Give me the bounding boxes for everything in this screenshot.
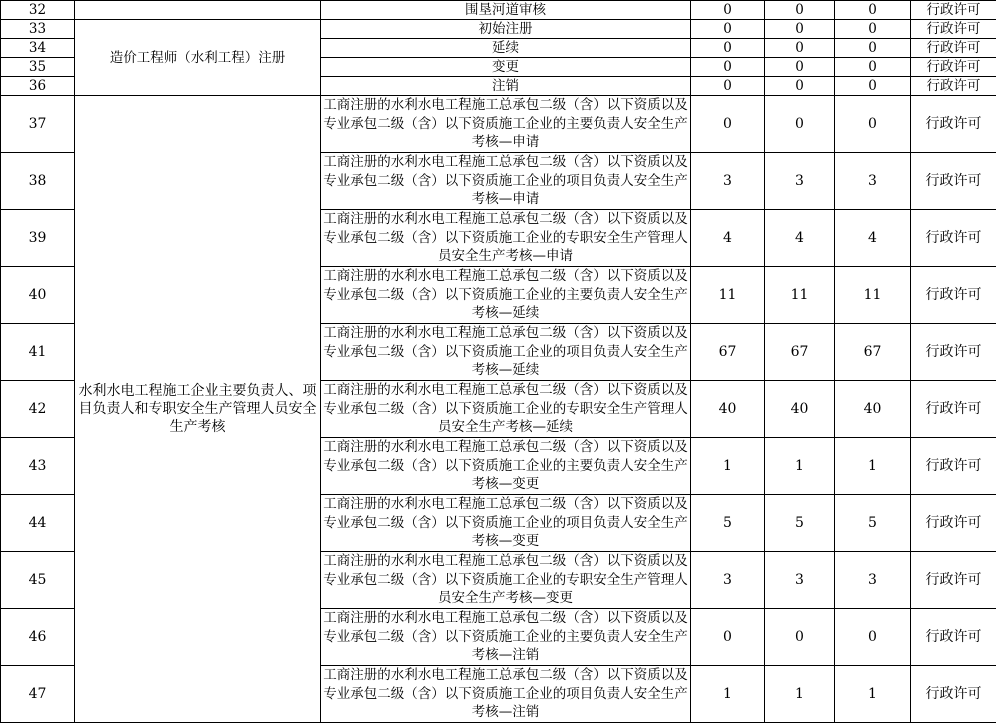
count-b: 0 [765,20,835,39]
count-a: 0 [691,1,765,20]
item-name: 工商注册的水利水电工程施工总承包二级（含）以下资质以及专业承包二级（含）以下资质施工企业的专职安全生产管理人员安全生产考核—延续 [321,381,691,438]
count-b: 4 [765,210,835,267]
count-c: 0 [835,20,911,39]
item-name: 围垦河道审核 [321,1,691,20]
item-type: 行政许可 [911,153,996,210]
count-b: 1 [765,666,835,723]
row-number: 40 [1,267,75,324]
count-b: 40 [765,381,835,438]
item-name: 初始注册 [321,20,691,39]
item-name: 工商注册的水利水电工程施工总承包二级（含）以下资质以及专业承包二级（含）以下资质施工企业的主要负责人安全生产考核—注销 [321,609,691,666]
row-number: 45 [1,552,75,609]
item-name: 工商注册的水利水电工程施工总承包二级（含）以下资质以及专业承包二级（含）以下资质施工企业的项目负责人安全生产考核—变更 [321,495,691,552]
table-row [1,96,996,153]
group-cell-prev [75,1,321,20]
item-name: 工商注册的水利水电工程施工总承包二级（含）以下资质以及专业承包二级（含）以下资质施工企业的主要负责人安全生产考核—申请 [321,96,691,153]
row-number: 37 [1,96,75,153]
item-name: 注销 [321,77,691,96]
count-a: 0 [691,39,765,58]
group-name: 水利水电工程施工企业主要负责人、项目负责人和专职安全生产管理人员安全生产考核 [75,96,321,723]
row-number: 38 [1,153,75,210]
item-type: 行政许可 [911,609,996,666]
count-c: 1 [835,666,911,723]
row-number: 34 [1,39,75,58]
count-a: 0 [691,96,765,153]
count-a: 11 [691,267,765,324]
group-name: 造价工程师（水利工程）注册 [75,20,321,96]
count-c: 5 [835,495,911,552]
item-type: 行政许可 [911,96,996,153]
count-a: 0 [691,77,765,96]
count-a: 0 [691,609,765,666]
count-c: 0 [835,96,911,153]
count-c: 0 [835,609,911,666]
item-type: 行政许可 [911,381,996,438]
count-c: 0 [835,77,911,96]
count-c: 3 [835,552,911,609]
count-a: 0 [691,58,765,77]
row-number: 42 [1,381,75,438]
count-c: 0 [835,39,911,58]
item-type: 行政许可 [911,267,996,324]
row-number: 44 [1,495,75,552]
item-name: 工商注册的水利水电工程施工总承包二级（含）以下资质以及专业承包二级（含）以下资质施工企业的专职安全生产管理人员安全生产考核—申请 [321,210,691,267]
count-c: 67 [835,324,911,381]
row-number: 32 [1,1,75,20]
row-number: 41 [1,324,75,381]
item-name: 延续 [321,39,691,58]
item-type: 行政许可 [911,438,996,495]
count-b: 3 [765,153,835,210]
item-name: 工商注册的水利水电工程施工总承包二级（含）以下资质以及专业承包二级（含）以下资质施工企业的主要负责人安全生产考核—延续 [321,267,691,324]
item-type: 行政许可 [911,666,996,723]
count-b: 5 [765,495,835,552]
table-row [1,20,996,39]
count-b: 0 [765,96,835,153]
count-b: 0 [765,609,835,666]
row-number: 46 [1,609,75,666]
row-number: 47 [1,666,75,723]
count-b: 67 [765,324,835,381]
table-row [1,1,996,20]
item-type: 行政许可 [911,552,996,609]
count-a: 1 [691,438,765,495]
count-b: 1 [765,438,835,495]
count-c: 0 [835,58,911,77]
count-a: 3 [691,552,765,609]
count-a: 1 [691,666,765,723]
count-b: 3 [765,552,835,609]
count-c: 11 [835,267,911,324]
count-a: 5 [691,495,765,552]
count-b: 11 [765,267,835,324]
count-a: 40 [691,381,765,438]
item-name: 工商注册的水利水电工程施工总承包二级（含）以下资质以及专业承包二级（含）以下资质施工企业的项目负责人安全生产考核—注销 [321,666,691,723]
item-type: 行政许可 [911,324,996,381]
item-type: 行政许可 [911,1,996,20]
row-number: 36 [1,77,75,96]
count-a: 67 [691,324,765,381]
count-c: 1 [835,438,911,495]
item-name: 工商注册的水利水电工程施工总承包二级（含）以下资质以及专业承包二级（含）以下资质施工企业的专职安全生产管理人员安全生产考核—变更 [321,552,691,609]
item-name: 变更 [321,58,691,77]
item-name: 工商注册的水利水电工程施工总承包二级（含）以下资质以及专业承包二级（含）以下资质施工企业的项目负责人安全生产考核—申请 [321,153,691,210]
count-b: 0 [765,58,835,77]
item-type: 行政许可 [911,77,996,96]
row-number: 43 [1,438,75,495]
count-b: 0 [765,1,835,20]
count-a: 0 [691,20,765,39]
row-number: 33 [1,20,75,39]
item-name: 工商注册的水利水电工程施工总承包二级（含）以下资质以及专业承包二级（含）以下资质施工企业的主要负责人安全生产考核—变更 [321,438,691,495]
row-number: 39 [1,210,75,267]
row-number: 35 [1,58,75,77]
item-type: 行政许可 [911,210,996,267]
count-b: 0 [765,39,835,58]
item-name: 工商注册的水利水电工程施工总承包二级（含）以下资质以及专业承包二级（含）以下资质施工企业的项目负责人安全生产考核—延续 [321,324,691,381]
item-type: 行政许可 [911,20,996,39]
count-c: 40 [835,381,911,438]
count-c: 4 [835,210,911,267]
count-a: 3 [691,153,765,210]
item-type: 行政许可 [911,495,996,552]
count-c: 3 [835,153,911,210]
item-type: 行政许可 [911,58,996,77]
count-b: 0 [765,77,835,96]
count-c: 0 [835,1,911,20]
count-a: 4 [691,210,765,267]
item-type: 行政许可 [911,39,996,58]
